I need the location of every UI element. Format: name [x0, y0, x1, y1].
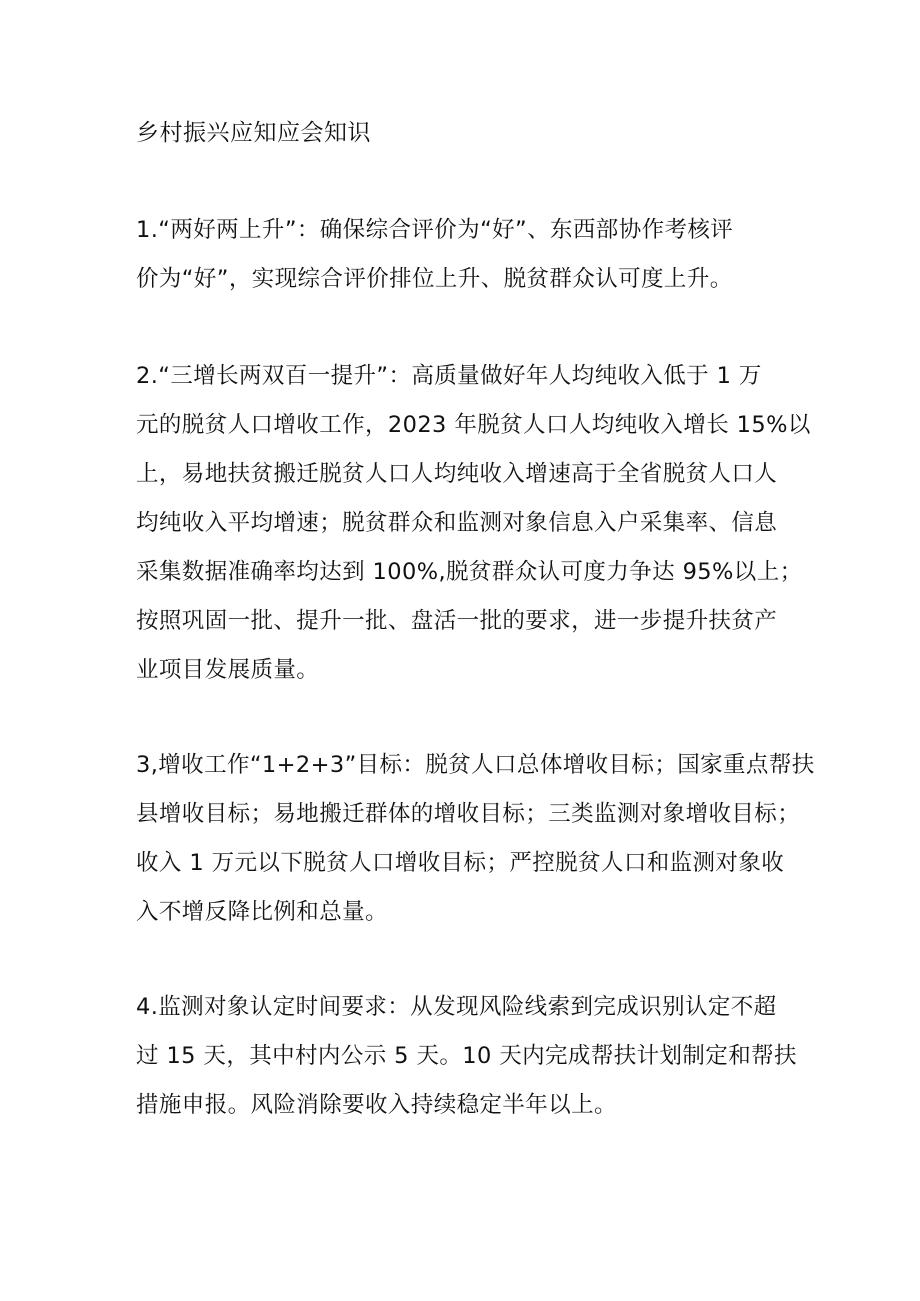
- paragraph-line: 业项目发展质量。: [136, 657, 320, 683]
- paragraph-line: 按照巩固一批、提升一批、盘活一批的要求，进一步提升扶贫产: [136, 608, 778, 634]
- paragraph-line: 元的脱贫人口增收工作，2023 年脱贫人口人均纯收入增长 15%以: [136, 412, 811, 438]
- paragraph-line: 采集数据准确率均达到 100%,脱贫群众认可度力争达 95%以上；: [136, 559, 803, 585]
- paragraph-line: 4.监测对象认定时间要求：从发现风险线索到完成识别认定不超: [136, 994, 777, 1020]
- paragraph-line: 措施申报。风险消除要收入持续稳定半年以上。: [136, 1092, 617, 1118]
- paragraph-3: [136, 741, 815, 937]
- paragraph-line: 上，易地扶贫搬迁脱贫人口人均纯收入增速高于全省脱贫人口人: [136, 461, 778, 487]
- document-title: 乡村振兴应知应会知识: [136, 120, 371, 146]
- paragraph-4: [136, 983, 796, 1130]
- paragraph-line: 入不增反降比例和总量。: [136, 899, 388, 925]
- paragraph-line: 收入 1 万元以下脱贫人口增收目标；严控脱贫人口和监测对象收: [136, 850, 785, 876]
- paragraph-line: 均纯收入平均增速；脱贫群众和监测对象信息入户采集率、信息: [136, 510, 778, 536]
- paragraph-line: 价为“好”，实现综合评价排位上升、脱贫群众认可度上升。: [136, 266, 733, 292]
- paragraph-line: 2.“三增长两双百一提升”：高质量做好年人均纯收入低于 1 万: [136, 363, 762, 389]
- paragraph-2: [136, 352, 811, 695]
- paragraph-line: 1.“两好两上升”：确保综合评价为“好”、东西部协作考核评: [136, 217, 734, 243]
- paragraph-line: 县增收目标；易地搬迁群体的增收目标；三类监测对象增收目标；: [136, 801, 801, 827]
- paragraph-line: 3,增收工作“1+2+3”目标：脱贫人口总体增收目标；国家重点帮扶: [136, 752, 815, 778]
- paragraph-line: 过 15 天，其中村内公示 5 天。10 天内完成帮扶计划制定和帮扶: [136, 1043, 797, 1069]
- paragraph-1: [136, 206, 796, 304]
